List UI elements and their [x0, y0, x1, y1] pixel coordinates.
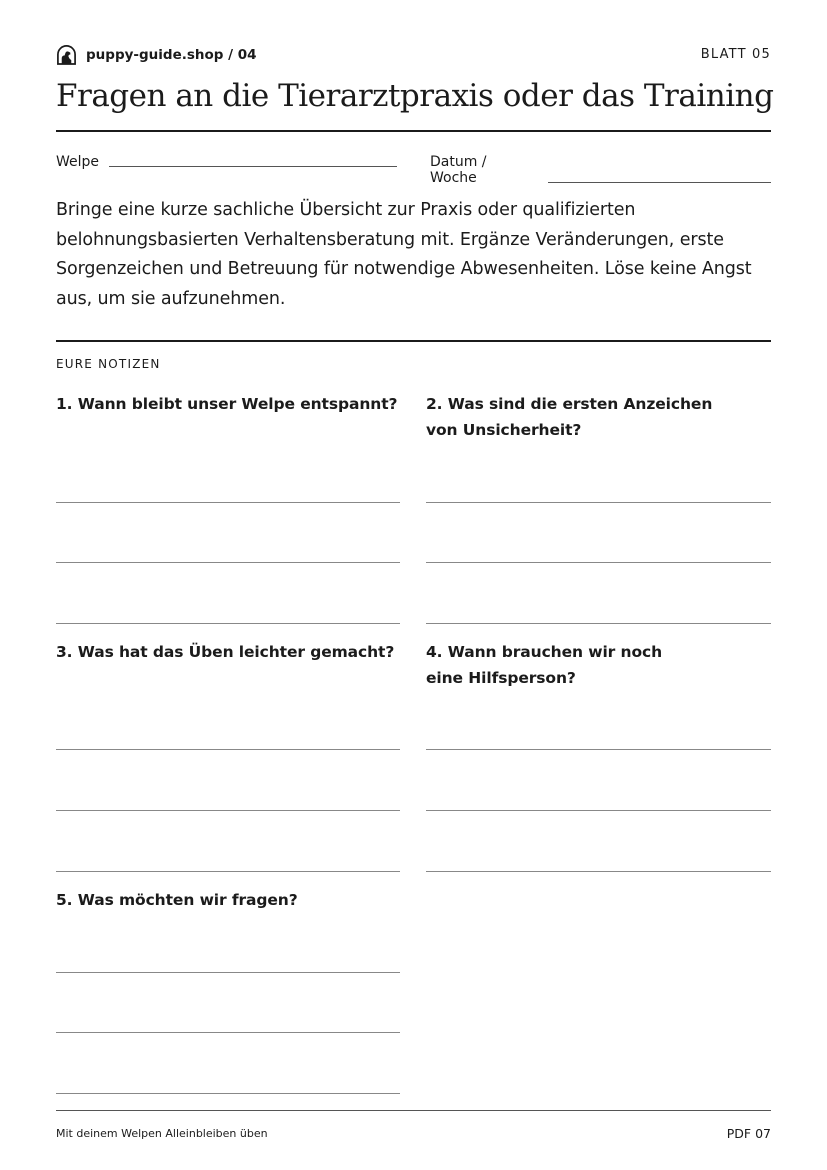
write-line[interactable] [56, 1032, 400, 1033]
write-line[interactable] [426, 810, 771, 811]
question-text: 4. Wann brauchen wir noch eine Hilfsperson? [426, 643, 663, 687]
write-line[interactable] [56, 871, 400, 872]
question-text: 1. Wann bleibt unser Welpe entspannt? [56, 395, 398, 413]
question-block [56, 391, 400, 631]
question-block [426, 391, 771, 631]
header-bar [56, 44, 771, 70]
write-line[interactable] [56, 810, 400, 811]
intro-paragraph: Bringe eine kurze sachliche Übersicht zur Praxis oder qualifizierten belohnungsbasierten Verhaltensberatung mit. Ergänze Veränderungen, erste Sorgenzeichen und Betreuung für notwendige Abwesenheiten. Löse keine Angst aus, um sie aufzunehmen. [56, 200, 752, 309]
write-line[interactable] [426, 749, 771, 750]
sheet-number: BLATT 05 [700, 47, 771, 62]
question-block [426, 639, 771, 879]
dog-silhouette-icon [56, 44, 77, 65]
write-line[interactable] [426, 871, 771, 872]
footer-divider [56, 1110, 771, 1111]
write-line[interactable] [426, 562, 771, 563]
write-line[interactable] [56, 749, 400, 750]
worksheet-page [56, 0, 774, 1170]
brand-text: puppy-guide.shop / 04 [86, 46, 257, 63]
intro-divider [56, 340, 771, 342]
write-line[interactable] [426, 502, 771, 503]
notes-label: EURE NOTIZEN [56, 357, 161, 371]
write-line[interactable] [56, 502, 400, 503]
welpe-label: Welpe [56, 154, 100, 170]
write-line[interactable] [56, 1093, 400, 1094]
welpe-write-line[interactable] [109, 165, 397, 167]
brand [56, 44, 257, 65]
write-line[interactable] [56, 623, 400, 624]
page-title: Fragen an die Tierarztpraxis oder das Training [56, 78, 774, 114]
question-block [56, 639, 400, 879]
footer-title: Mit deinem Welpen Alleinbleiben üben [56, 1127, 268, 1140]
write-line[interactable] [426, 623, 771, 624]
datum-field [430, 154, 771, 186]
title-divider [56, 130, 771, 132]
question-text: 5. Was möchten wir fragen? [56, 891, 298, 909]
footer-pdf-number: PDF 07 [726, 1126, 771, 1141]
datum-label: Datum / Woche [430, 154, 487, 186]
welpe-field [56, 154, 397, 170]
write-line[interactable] [56, 562, 400, 563]
question-text: 2. Was sind die ersten Anzeichen von Unsicherheit? [426, 395, 713, 439]
question-text: 3. Was hat das Üben leichter gemacht? [56, 643, 395, 661]
datum-write-line[interactable] [548, 181, 772, 183]
write-line[interactable] [56, 972, 400, 973]
question-block [56, 887, 400, 1102]
